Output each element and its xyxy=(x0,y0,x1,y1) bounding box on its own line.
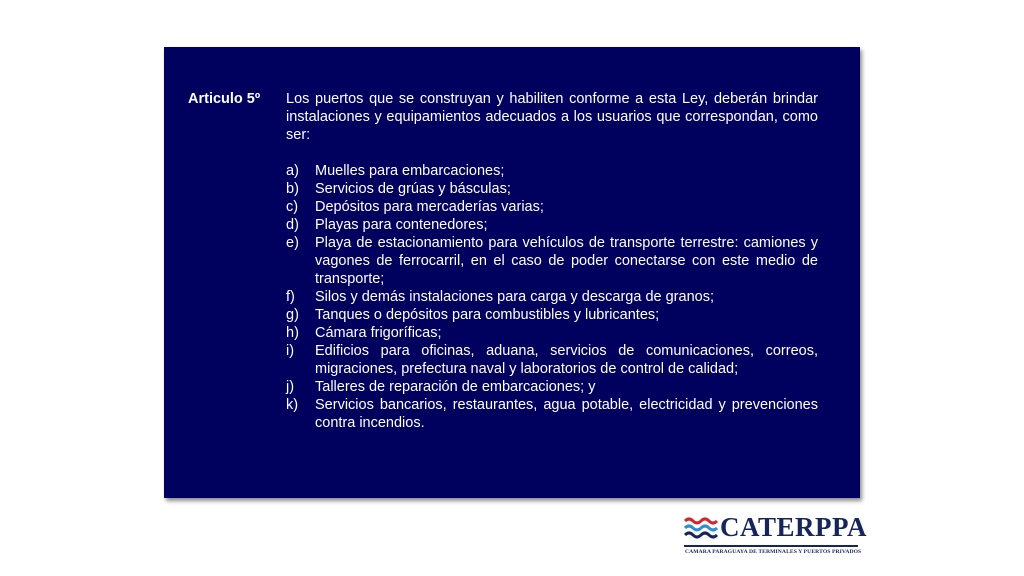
list-marker: h) xyxy=(286,325,299,341)
list-item xyxy=(286,396,818,432)
article-body xyxy=(286,90,818,432)
list-item xyxy=(286,216,818,234)
list-marker: c) xyxy=(286,199,299,215)
article-panel xyxy=(164,47,860,498)
list-item-text: Tanques o depósitos para combustibles y lubricantes; xyxy=(315,307,660,323)
list-item-text: Muelles para embarcaciones; xyxy=(315,163,505,179)
list-item-text: Silos y demás instalaciones para carga y descarga de granos; xyxy=(315,289,714,305)
list-marker: i) xyxy=(286,343,295,359)
list-marker: f) xyxy=(286,289,295,305)
list-item-text: Talleres de reparación de embarcaciones; y xyxy=(315,379,596,395)
list-marker: j) xyxy=(286,379,295,395)
logo-divider xyxy=(684,545,858,547)
logo-subtitle: CAMARA PARAGUAYA DE TERMINALES Y PUERTOS PRIVADOS xyxy=(685,549,862,555)
list-marker: a) xyxy=(286,163,299,179)
list-item-text: Playas para contenedores; xyxy=(315,217,488,233)
article-intro: Los puertos que se construyan y habiliten conforme a esta Ley, deberán brindar instalaciones y equipamientos adecuados a los usuarios que correspondan, como ser: xyxy=(286,91,818,143)
list-marker: d) xyxy=(286,217,299,233)
list-item-text: Playa de estacionamiento para vehículos de transporte terrestre: camiones y vagones de ferrocarril, en el caso de poder conectarse con este medio de transporte; xyxy=(315,235,818,287)
list-item xyxy=(286,198,818,216)
caterppa-logo xyxy=(684,512,867,558)
list-item xyxy=(286,378,818,396)
list-item-text: Depósitos para mercaderías varias; xyxy=(315,199,544,215)
list-marker: k) xyxy=(286,397,299,413)
list-marker: b) xyxy=(286,181,299,197)
list-item-text: Servicios bancarios, restaurantes, agua potable, electricidad y prevenciones contra incendios. xyxy=(315,397,818,431)
list-item xyxy=(286,234,818,288)
list-item xyxy=(286,180,818,198)
list-item xyxy=(286,342,818,378)
list-marker: e) xyxy=(286,235,299,251)
list-item xyxy=(286,162,818,180)
list-item-text: Servicios de grúas y básculas; xyxy=(315,181,511,197)
list-marker: g) xyxy=(286,307,299,323)
list-item-text: Cámara frigoríficas; xyxy=(315,325,442,341)
list-item xyxy=(286,306,818,324)
waves-icon xyxy=(684,516,718,540)
list-item-text: Edificios para oficinas, aduana, servicios de comunicaciones, correos, migraciones, prefectura naval y laboratorios de control de calidad; xyxy=(315,343,818,377)
logo-wordmark: CATERPPA xyxy=(720,512,867,542)
list-item xyxy=(286,324,818,342)
list-item xyxy=(286,288,818,306)
article-heading: Articulo 5º xyxy=(188,91,261,107)
